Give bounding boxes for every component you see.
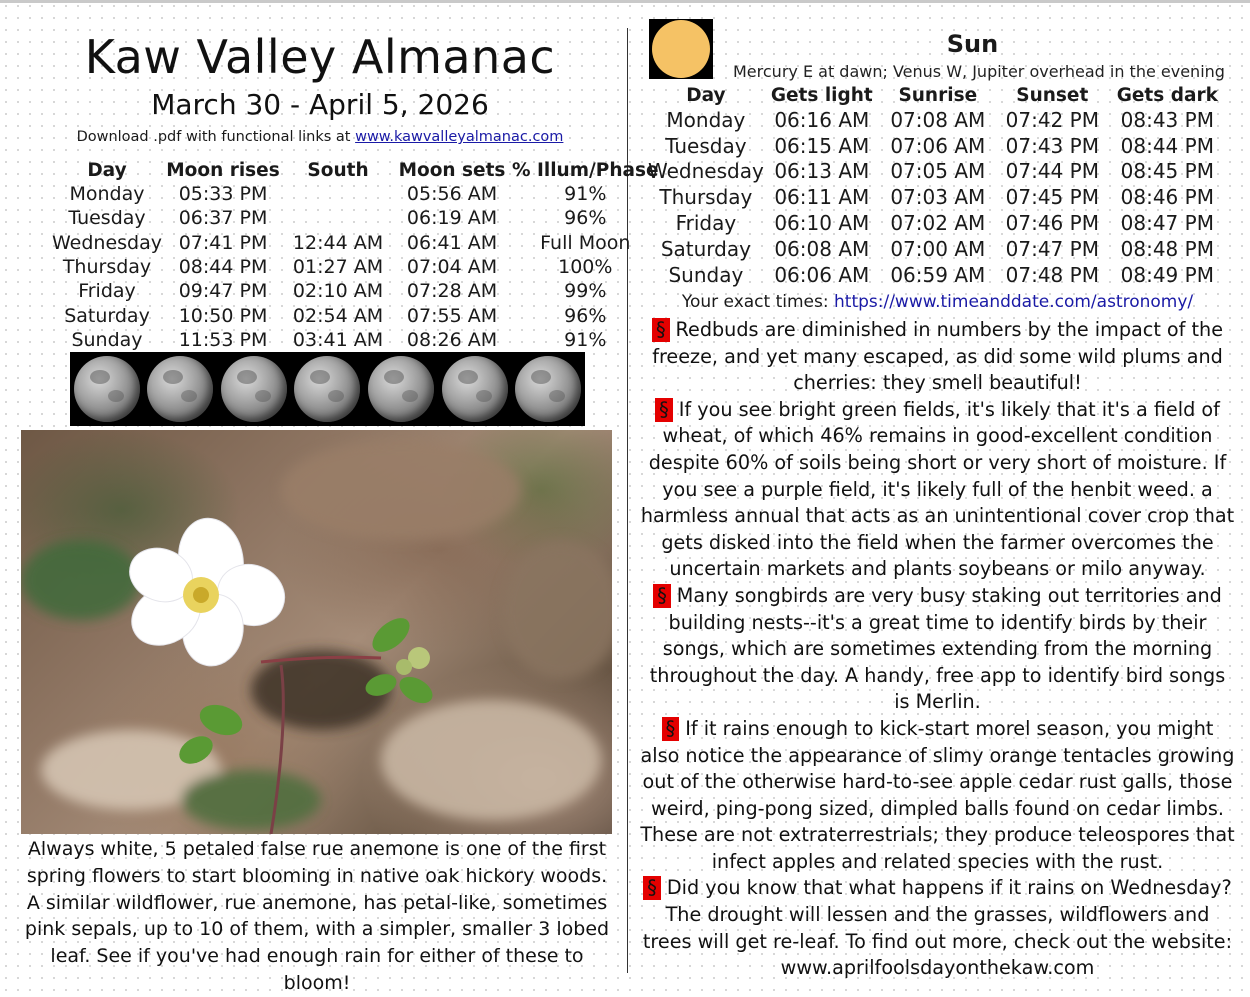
moon-header-rises: Moon rises (166, 159, 280, 181)
moon-illum: 100% (558, 256, 613, 279)
sun-gets-dark: 08:47 PM (1120, 211, 1214, 236)
sun-gets-dark: 08:49 PM (1120, 262, 1214, 287)
moon-day: Wednesday (52, 231, 163, 254)
moon-set: 08:26 AM (406, 328, 498, 351)
photo-caption: Always white, 5 petaled false rue anemone is one of the first spring flowers to start blooming in native oak hickory woods. A similar wildflower, rue anemone, has petal-like, sometimes pink sepals, up to 10 of them, with a simpler, smaller 3 lobed leaf. See if you've had enough rain for either of these to bloom! (24, 838, 610, 994)
planets-note: Mercury E at dawn; Venus W, Jupiter overhead in the evening (733, 62, 1225, 81)
note-text: Many songbirds are very busy staking out territories and building nests--it's a great time to identify birds by their songs, which are sometimes extending from the morning throughout the day. A handy, free app to identify bird songs is Merlin. (649, 583, 1226, 714)
section-mark-icon: § (662, 717, 680, 741)
almanac-title: Kaw Valley Almanac (84, 30, 556, 84)
final-url-link[interactable]: www.aprilfoolsdayonthekaw.com (780, 956, 1095, 980)
notes-section (640, 317, 1235, 982)
moon-day: Thursday (62, 256, 152, 279)
moon-south: 03:41 AM (292, 328, 384, 351)
moon-south: 01:27 AM (292, 256, 384, 279)
table-row (648, 107, 1226, 133)
sun-gets-light: 06:11 AM (774, 185, 870, 210)
moon-south: 02:10 AM (292, 280, 384, 303)
moon-illum: 96% (564, 304, 607, 327)
moon-day: Saturday (64, 304, 150, 327)
moon-set: 06:19 AM (406, 207, 498, 230)
sun-header-gets-light: Gets light (770, 84, 873, 106)
sun-sunrise: 07:06 AM (890, 133, 986, 158)
sun-sunset: 07:46 PM (1005, 211, 1099, 236)
moon-set: 07:55 AM (406, 304, 498, 327)
note-paragraph (640, 317, 1235, 397)
sun-gets-light: 06:10 AM (774, 211, 870, 236)
moon-illum: 96% (564, 207, 607, 230)
sun-sunrise: 07:03 AM (890, 185, 986, 210)
sun-gets-light: 06:16 AM (774, 107, 870, 132)
note-paragraph (640, 583, 1235, 716)
table-row (52, 279, 659, 303)
sun-day: Wednesday (648, 159, 764, 184)
table-row (648, 210, 1226, 236)
moon-phase-icon (74, 356, 140, 422)
moon-phase-icon (442, 356, 508, 422)
sun-icon (649, 19, 713, 79)
moon-phase-icon (147, 356, 213, 422)
moon-set: 05:56 AM (406, 183, 498, 206)
table-row (52, 255, 659, 279)
sun-header-sunset: Sunset (1016, 84, 1089, 106)
moon-illum: 91% (564, 328, 607, 351)
anemone-illustration (21, 430, 612, 834)
sun-sunset: 07:45 PM (1005, 185, 1099, 210)
sun-sunrise: 07:05 AM (890, 159, 986, 184)
moon-phase-icon (515, 356, 581, 422)
sun-sunrise: 07:00 AM (890, 236, 986, 261)
moon-set: 07:28 AM (406, 280, 498, 303)
download-link[interactable]: www.kawvalleyalmanac.com (355, 129, 564, 145)
moon-day: Tuesday (68, 207, 146, 230)
note-text: Redbuds are diminished in numbers by the impact of the freeze, and yet many escaped, as did some wild plums and cherries: they smell beautiful! (652, 318, 1224, 395)
exact-times-prefix: Your exact times: (681, 292, 834, 312)
table-row (52, 231, 659, 255)
sun-sunset: 07:42 PM (1005, 107, 1099, 132)
section-mark-icon: § (652, 318, 670, 342)
moon-header-sets: Moon sets (398, 159, 506, 181)
sun-day: Tuesday (665, 133, 747, 158)
sun-day: Sunday (668, 262, 744, 287)
table-row (648, 236, 1226, 262)
sun-sunset: 07:48 PM (1005, 262, 1099, 287)
exact-times-line (640, 292, 1235, 312)
sun-gets-light: 06:15 AM (774, 133, 870, 158)
sun-day: Thursday (659, 185, 753, 210)
sun-sunrise: 07:08 AM (890, 107, 986, 132)
moon-south: 12:44 AM (292, 231, 384, 254)
sun-gets-dark: 08:46 PM (1120, 185, 1214, 210)
moon-table (52, 158, 659, 352)
sun-gets-light: 06:13 AM (774, 159, 870, 184)
moon-header-south: South (307, 159, 369, 181)
sun-gets-dark: 08:43 PM (1120, 107, 1214, 132)
table-row (52, 328, 659, 352)
sun-sunset: 07:47 PM (1005, 236, 1099, 261)
sun-sunrise: 06:59 AM (890, 262, 986, 287)
note-text: If you see bright green fields, it's likely that it's a field of wheat, of which 46% remains in good-excellent condition despite 60% of soils being short or very short of moisture. If you see a purple field, it's likely full of the henbit weed. a harmless annual that acts as an unintentional cover crop that gets disked into the field when the farmer overcomes the uncertain markets and plants soybeans or milo anyway. (640, 397, 1235, 581)
section-mark-icon: § (643, 876, 661, 900)
section-mark-icon: § (655, 398, 673, 422)
moon-phase-strip (70, 352, 585, 426)
moon-south: 02:54 AM (292, 304, 384, 327)
download-prefix: Download .pdf with functional links at (76, 129, 356, 145)
note-paragraph (640, 875, 1235, 955)
sun-day: Friday (675, 211, 737, 236)
final-url-line (640, 955, 1235, 982)
moon-rise: 11:53 PM (178, 328, 268, 351)
sun-gets-light: 06:08 AM (774, 236, 870, 261)
sun-gets-light: 06:06 AM (774, 262, 870, 287)
moon-illum: 99% (564, 280, 607, 303)
sun-gets-dark: 08:45 PM (1120, 159, 1214, 184)
table-row (52, 303, 659, 327)
sun-sunrise: 07:02 AM (890, 211, 986, 236)
table-row (648, 159, 1226, 185)
moon-header-illum: % Illum/Phase (512, 159, 659, 181)
sun-header-gets-dark: Gets dark (1116, 84, 1218, 106)
moon-day: Friday (78, 280, 136, 303)
moon-header-day: Day (87, 159, 127, 181)
moon-set: 07:04 AM (406, 256, 498, 279)
moon-rise: 10:50 PM (178, 304, 268, 327)
table-row (52, 206, 659, 230)
sun-table (648, 83, 1226, 288)
sun-header-day: Day (686, 84, 726, 106)
moon-rise: 07:41 PM (178, 231, 268, 254)
moon-rise: 06:37 PM (178, 207, 268, 230)
table-row (648, 133, 1226, 159)
table-row (52, 182, 659, 206)
note-text: If it rains enough to kick-start morel season, you might also notice the appearance of slimy orange tentacles growing out of the otherwise hard-to-see apple cedar rust galls, those weird, ping-pong sized, dimpled balls found on cedar limbs. These are not extraterrestrials; they produce teleospores that infect apples and related species with the rust. (640, 716, 1235, 873)
moon-day: Monday (69, 183, 145, 206)
table-row (648, 262, 1226, 288)
note-paragraph (640, 397, 1235, 583)
sun-gets-dark: 08:44 PM (1120, 133, 1214, 158)
table-row (648, 184, 1226, 210)
date-range: March 30 - April 5, 2026 (151, 88, 489, 121)
sun-gets-dark: 08:48 PM (1120, 236, 1214, 261)
moon-south (284, 206, 392, 230)
sun-header-sunrise: Sunrise (898, 84, 978, 106)
note-text: Did you know that what happens if it rains on Wednesday? The drought will lessen and the grasses, wildflowers and trees will get re-leaf. To find out more, check out the website: (642, 876, 1233, 953)
moon-table-header (52, 158, 659, 182)
section-mark-icon: § (653, 584, 671, 608)
moon-set: 06:41 AM (406, 231, 498, 254)
moon-phase-icon (221, 356, 287, 422)
download-line (0, 129, 640, 145)
note-paragraph (640, 716, 1235, 876)
exact-times-link[interactable]: https://www.timeanddate.com/astronomy/ (834, 292, 1194, 312)
anemone-photo (21, 430, 612, 834)
sun-sunset: 07:43 PM (1005, 133, 1099, 158)
sun-day: Saturday (660, 236, 751, 261)
moon-rise: 05:33 PM (178, 183, 268, 206)
sun-sunset: 07:44 PM (1005, 159, 1099, 184)
moon-phase-icon (368, 356, 434, 422)
moon-day: Sunday (71, 328, 143, 351)
top-border (0, 0, 1250, 3)
sun-title: Sun (946, 30, 999, 58)
moon-illum: 91% (564, 183, 607, 206)
sun-day: Monday (666, 107, 746, 132)
moon-phase-icon (294, 356, 360, 422)
moon-illum: Full Moon (540, 231, 631, 254)
moon-south (284, 182, 392, 206)
moon-rise: 09:47 PM (178, 280, 268, 303)
moon-rise: 08:44 PM (178, 256, 268, 279)
sun-table-header (648, 83, 1226, 107)
